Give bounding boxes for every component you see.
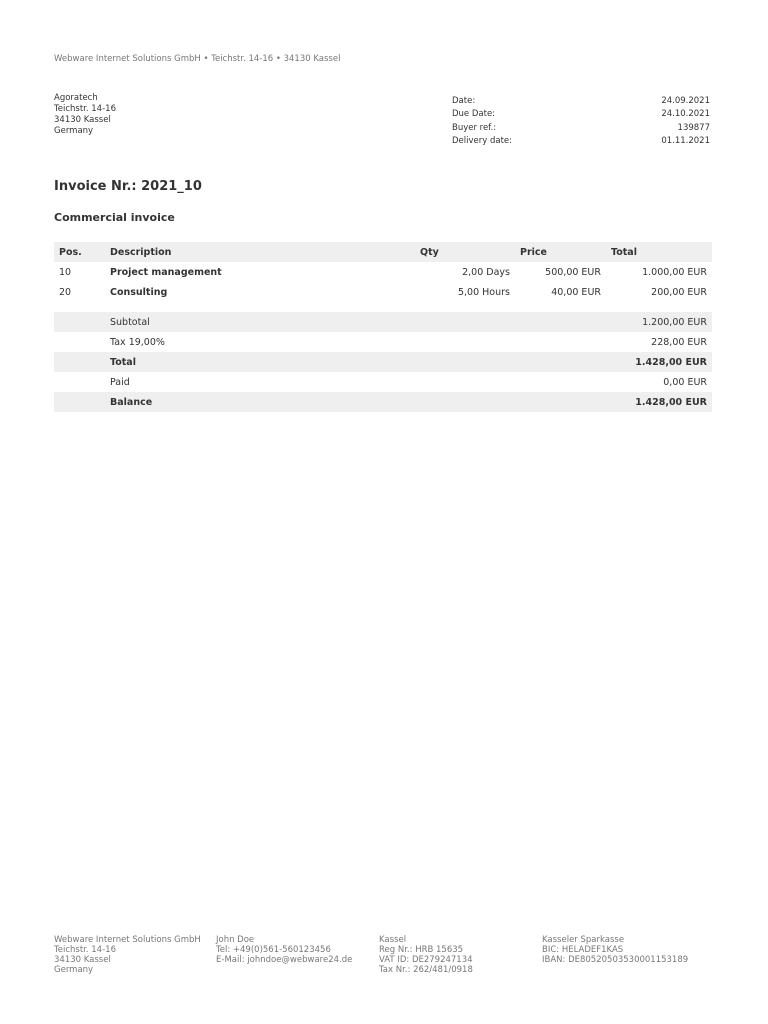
footer-registration-column — [379, 935, 473, 975]
footer-line: Tel: +49(0)561-560123456 — [216, 945, 331, 955]
recipient-name: Agoratech — [54, 93, 98, 103]
footer-line: 34130 Kassel — [54, 955, 111, 965]
meta-date — [452, 95, 710, 108]
footer-line: Kasseler Sparkasse — [542, 935, 625, 945]
total-label: Total — [110, 356, 136, 368]
meta-value: 24.09.2021 — [661, 96, 710, 106]
footer-line: BIC: HELADEF1KAS — [542, 945, 624, 955]
meta-value: 139877 — [677, 122, 710, 133]
footer-bank-column — [542, 935, 688, 965]
meta-label: Buyer ref.: — [452, 122, 497, 133]
line-items-table — [54, 242, 712, 412]
recipient-city: 34130 Kassel — [54, 115, 111, 125]
recipient-country: Germany — [54, 126, 94, 136]
meta-label: Date: — [452, 96, 476, 106]
subtotal-label: Subtotal — [110, 316, 150, 328]
balance-label: Balance — [110, 396, 153, 408]
header-price: Price — [520, 246, 547, 258]
row-total: 1.000,00 EUR — [642, 266, 707, 278]
footer-line: Germany — [54, 965, 94, 975]
tax-row — [54, 332, 712, 352]
footer-contact-column — [216, 935, 352, 965]
table-spacer — [54, 302, 712, 312]
row-description: Project management — [110, 266, 222, 278]
row-pos: 10 — [59, 266, 72, 278]
row-qty: 2,00 Days — [462, 266, 510, 278]
tax-value: 228,00 EUR — [651, 336, 707, 348]
row-description: Consulting — [110, 286, 168, 298]
footer-line: Reg Nr.: HRB 15635 — [379, 945, 464, 955]
row-pos: 20 — [59, 286, 72, 298]
recipient-address — [54, 93, 116, 137]
paid-row — [54, 372, 712, 392]
total-row — [54, 352, 712, 372]
header-total: Total — [611, 246, 637, 258]
footer-line: John Doe — [216, 935, 255, 945]
total-value: 1.428,00 EUR — [635, 356, 707, 368]
meta-value: 01.11.2021 — [661, 135, 710, 146]
sender-address-line: Webware Internet Solutions GmbH • Teichstr. 14-16 • 34130 Kassel — [54, 54, 341, 64]
paid-value: 0,00 EUR — [663, 376, 707, 388]
invoice-title: Invoice Nr.: 2021_10 — [54, 179, 202, 194]
meta-delivery-date — [452, 135, 710, 148]
table-row — [54, 282, 712, 302]
footer-line: VAT ID: DE279247134 — [379, 955, 473, 965]
subtotal-value: 1.200,00 EUR — [642, 316, 707, 328]
meta-value: 24.10.2021 — [661, 109, 710, 120]
meta-buyer-ref — [452, 122, 710, 135]
row-price: 500,00 EUR — [545, 266, 601, 278]
row-qty: 5,00 Hours — [457, 286, 510, 298]
footer-line: Teichstr. 14-16 — [54, 945, 116, 955]
recipient-street: Teichstr. 14-16 — [54, 104, 116, 114]
footer-line: E-Mail: johndoe@webware24.de — [216, 955, 353, 965]
header-qty: Qty — [420, 246, 439, 258]
invoice-meta — [452, 95, 710, 148]
tax-label: Tax 19,00% — [110, 336, 165, 348]
footer-line: Tax Nr.: 262/481/0918 — [379, 965, 473, 975]
invoice-subtitle: Commercial invoice — [54, 211, 175, 224]
meta-label: Delivery date: — [452, 135, 513, 146]
subtotal-row — [54, 312, 712, 332]
meta-due-date — [452, 108, 710, 121]
balance-value: 1.428,00 EUR — [635, 396, 707, 408]
table-header-row — [54, 242, 712, 262]
footer-company-column — [54, 935, 201, 975]
meta-label: Due Date: — [452, 109, 496, 120]
balance-row — [54, 392, 712, 412]
paid-label: Paid — [110, 376, 130, 388]
header-pos: Pos. — [59, 246, 82, 258]
table-row — [54, 262, 712, 282]
row-total: 200,00 EUR — [651, 286, 707, 298]
header-description: Description — [110, 246, 172, 258]
footer-line: IBAN: DE80520503530001153189 — [542, 955, 689, 965]
footer-line: Kassel — [379, 935, 407, 945]
row-price: 40,00 EUR — [551, 286, 601, 298]
footer-line: Webware Internet Solutions GmbH — [54, 935, 201, 945]
